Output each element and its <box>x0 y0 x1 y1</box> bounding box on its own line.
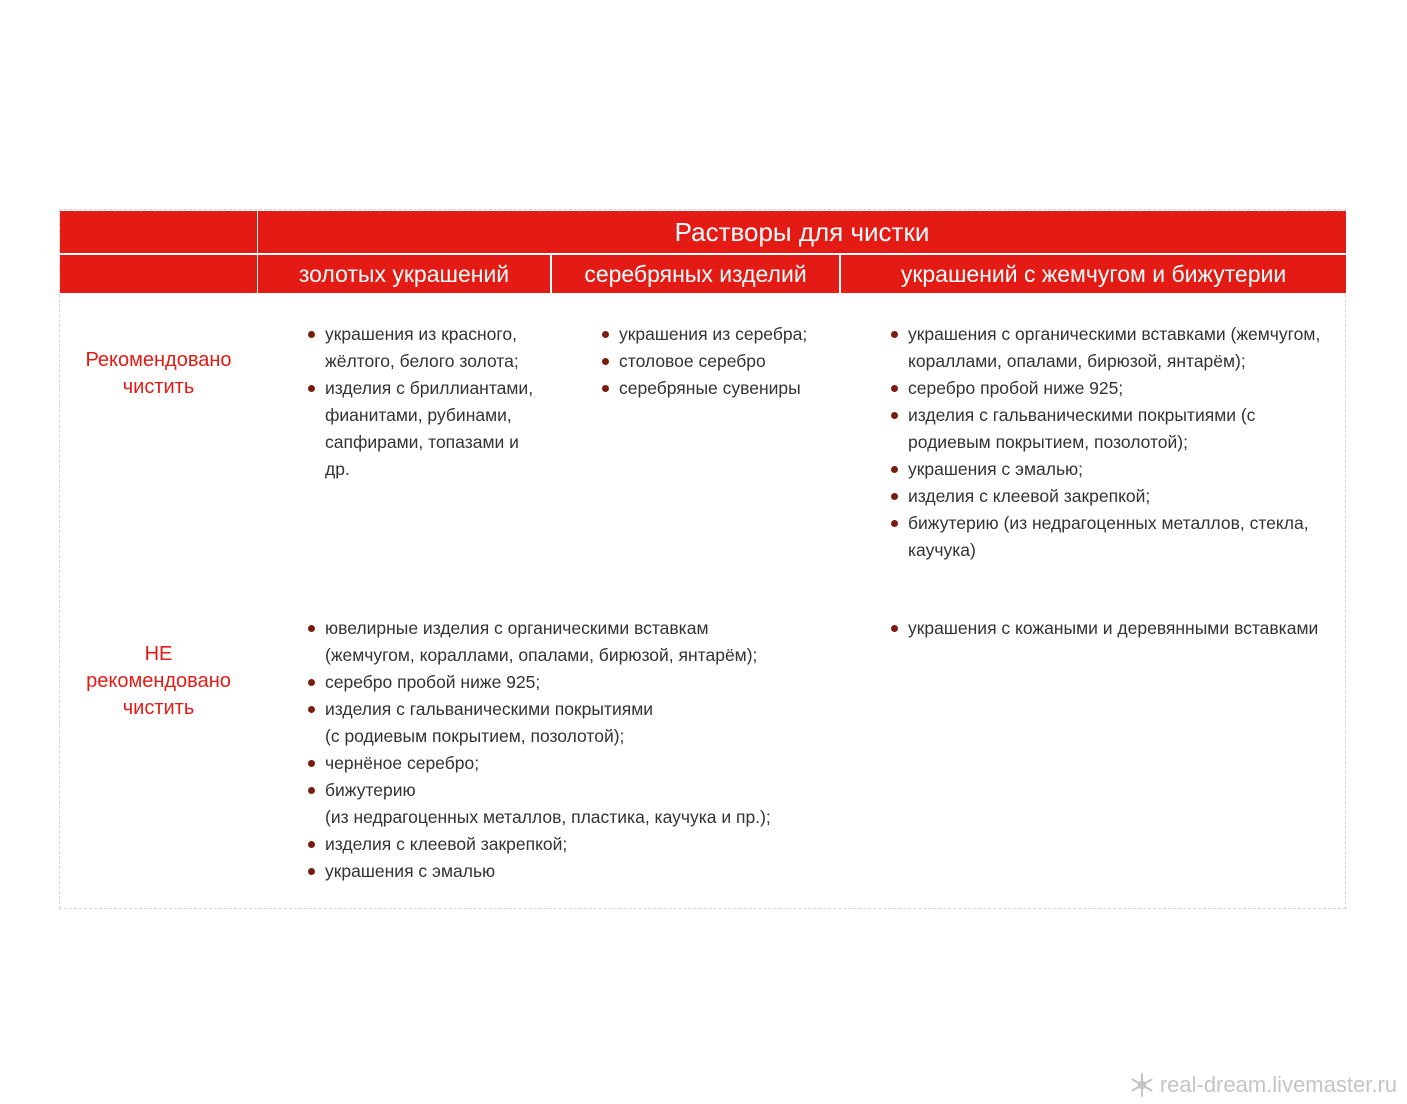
table-title: Растворы для чистки <box>258 211 1346 253</box>
list-item: украшения с кожаными и деревянными вставками <box>891 615 1341 642</box>
list-item-line: (из недрагоценных металлов, пластика, каучука и пр.); <box>325 807 771 827</box>
row-label-line: чистить <box>122 697 195 719</box>
list-item: украшения с органическими вставками (жемчугом, кораллами, опалами, бирюзой, янтарём); <box>891 321 1336 375</box>
not-recommended-gold-silver-list <box>308 615 828 885</box>
list-item: изделия с клеевой закрепкой; <box>891 483 1336 510</box>
column-header-gold: золотых украшений <box>258 255 550 293</box>
list-item: серебро пробой ниже 925; <box>308 669 828 696</box>
list-item: чернёное серебро; <box>308 750 828 777</box>
list-item-line: бижутерию <box>325 780 416 800</box>
row-label-recommended <box>60 347 257 401</box>
column-header-silver: серебряных изделий <box>552 255 839 293</box>
list-item: изделия с бриллиантами, фианитами, рубинами, сапфирами, топазами и др. <box>308 375 548 483</box>
list-item: изделия с гальваническими покрытиями (с родиевым покрытием, позолотой); <box>891 402 1336 456</box>
list-item: изделия с клеевой закрепкой; <box>308 831 828 858</box>
column-header-pearl-bijouterie: украшений с жемчугом и бижутерии <box>841 255 1346 293</box>
row-label-not-recommended <box>60 641 257 722</box>
snowflake-icon <box>1130 1073 1154 1097</box>
list-item-line: ювелирные изделия с органическими вставкам <box>325 618 709 638</box>
recommended-pearl-list <box>891 321 1336 564</box>
recommended-silver-list <box>602 321 842 402</box>
subheader-corner-cell <box>60 255 257 293</box>
list-item: бижутерию (из недрагоценных металлов, стекла, каучука) <box>891 510 1336 564</box>
row-label-line: Рекомендовано <box>85 349 232 371</box>
list-item <box>308 615 828 669</box>
not-recommended-pearl-list <box>891 615 1341 642</box>
list-item: украшения с эмалью; <box>891 456 1336 483</box>
list-item: столовое серебро <box>602 348 842 375</box>
list-item: украшения с эмалью <box>308 858 828 885</box>
list-item <box>308 696 828 750</box>
row-label-line: НЕ <box>144 643 173 665</box>
list-item-line: (жемчугом, кораллами, опалами, бирюзой, янтарём); <box>325 645 758 665</box>
watermark <box>1130 1072 1397 1098</box>
list-item-line: изделия с гальваническими покрытиями <box>325 699 653 719</box>
list-item: серебро пробой ниже 925; <box>891 375 1336 402</box>
list-item-line: (с родиевым покрытием, позолотой); <box>325 726 625 746</box>
recommended-gold-list <box>308 321 548 483</box>
list-item: украшения из серебра; <box>602 321 842 348</box>
row-label-line: чистить <box>122 376 195 398</box>
list-item: украшения из красного, жёлтого, белого золота; <box>308 321 548 375</box>
header-corner-cell <box>60 211 257 253</box>
row-label-line: рекомендовано <box>86 670 231 692</box>
list-item: серебряные сувениры <box>602 375 842 402</box>
watermark-text: real-dream.livemaster.ru <box>1159 1072 1397 1097</box>
list-item <box>308 777 828 831</box>
